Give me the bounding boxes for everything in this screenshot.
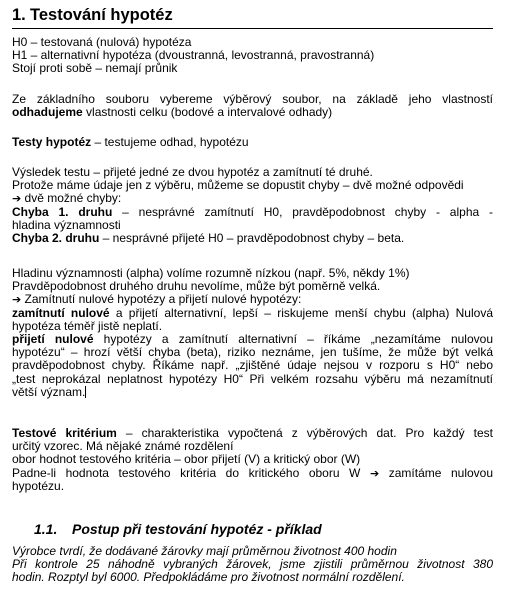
example-line-1: Výrobce tvrdí, že dodávané žárovky mají průměrnou životnost 400 hodin <box>12 544 397 558</box>
hypothesis-definitions <box>12 36 493 76</box>
definition-h1: H1 – alternativní hypotéza (dvoustranná, levostranná, pravostranná) <box>12 48 375 63</box>
section-title: Testování hypotéz <box>30 6 173 24</box>
result-paragraph: Výsledek testu – přijeté jedné ze dvou hypotéz a zamítnutí té druhé. Protože máme údaje jen z výběru, můžeme se dopustit chyby – dvě možné odpovědi ➔ dvě možné chyby: Chyba 1. druhu – nesprávné zamítnutí H0, pravděpodobnost chyby - alpha - hladina významnosti Chyba 2. druhu – nesprávné přijeté H0 – pravděpodobnost chyby – beta. <box>12 165 493 246</box>
error-type-1-cont: hladina významnosti <box>12 217 121 232</box>
sample-paragraph <box>12 93 493 119</box>
example-line-2: Při kontrole 25 náhodně vybraných žárovek, jsme zjistili průměrnou životnost 380 <box>12 557 493 572</box>
sample-line-2: odhadujeme vlastnosti celku (bodové a intervalové odhady) <box>12 105 333 120</box>
section-number: 1. <box>12 6 26 24</box>
sample-line-1: Ze základního souboru vybereme výběrový soubor, na základě jeho vlastností <box>12 92 493 106</box>
criterion-line-2: určitý vzorec. Má nějaké známé rozdělení <box>12 439 234 454</box>
criterion-line-1: Testové kritérium – charakteristika vypočtená z výběrových dat. Pro každý test <box>12 426 493 440</box>
arrow-icon: ➔ <box>12 192 22 206</box>
criterion-line-4: Padne-li hodnota testového kritéria do kritického oboru W ➔ zamítáme nulovou <box>12 465 494 480</box>
accept-null-line-5: větší význam. <box>12 384 86 399</box>
section-heading <box>12 5 493 29</box>
text-cursor <box>85 386 86 398</box>
accept-null-line-2: hypotézu“ – hrozí větší chyba (beta), riziko neznáme, jen tušíme, že může být velká <box>12 345 493 360</box>
accept-null-line-1: přijetí nulové hypotézy a zamítnutí alternativní – říkáme „nezamítáme nulovou <box>12 332 493 347</box>
arrow-icon: ➔ <box>369 466 380 480</box>
accept-null-line-3: pravděpodobnost chyby. Říkáme např. „zjištěné údaje nejsou v rozporu s H0“ nebo <box>12 358 493 373</box>
error-type-1: Chyba 1. druhu – nesprávné zamítnutí H0, pravděpodobnost chyby - alpha - <box>12 204 493 219</box>
subsection-title: Postup při testování hypotéz - příklad <box>72 521 322 537</box>
example-paragraph <box>12 545 493 585</box>
definition-h0: H0 – testovaná (nulová) hypotéza <box>12 35 192 49</box>
criterion-line-3: obor hodnot testového kritéria – obor přijetí (V) a kritický obor (W) <box>12 452 361 467</box>
accept-null-line-4: „test neprokázal neplatnost hypotézy H0“ Při velkém rozsahu výběru má nezamítnutí <box>12 371 493 386</box>
alpha-paragraph: Hladinu významnosti (alpha) volíme rozumně nízkou (např. 5%, někdy 1%) Pravděpodobnost druhého druhu nevolíme, může být poměrně velká. ➔ Zamítnutí nulové hypotézy a přijetí nulové hypotézy: zamítnutí nulové a přijetí alternativní, lepší – riskujeme menší chybu (alpha) Nulová hypotéza téměř jistě neplatí. přijetí nulové hypotézy a zamítnutí alternativní – říkáme „nezamítáme nulovou hypotézu“ – hrozí větší chyba (beta), riziko neznáme, jen tušíme, že může být velká pravděpodobnost chyby. Říkáme např. „zjištěné údaje nejsou v rozporu s H0“ nebo „test neprokázal neplatnost hypotézy H0“ Při velkém rozsahu výběru má nezamítnutí větší význam. <box>12 266 493 399</box>
reject-null-line-2: hypotéza téměř jistě neplatí. <box>12 318 163 333</box>
example-line-3: hodin. Rozptyl byl 6000. Předpokládáme pro životnost normální rozdělení. <box>12 570 405 585</box>
subsection-number: 1.1. <box>34 521 58 537</box>
reject-null-line-1: zamítnutí nulové a přijetí alternativní, lepší – riskujeme menší chybu (alpha) Nulová <box>12 305 493 320</box>
criterion-line-5: hypotézu. <box>12 478 65 493</box>
arrow-icon: ➔ <box>12 293 22 307</box>
sample-bold: odhadujeme <box>12 105 83 120</box>
alpha-line-2: Pravděpodobnost druhého druhu nevolíme, může být poměrně velká. <box>12 279 381 294</box>
alpha-line-1: Hladinu významnosti (alpha) volíme rozumně nízkou (např. 5%, někdy 1%) <box>12 266 410 280</box>
tests-paragraph: Testy hypotéz – testujeme odhad, hypotézu <box>12 135 249 149</box>
subsection-heading <box>34 521 322 538</box>
criterion-paragraph <box>12 427 493 493</box>
tests-bold: Testy hypotéz <box>12 135 92 149</box>
result-line-1: Výsledek testu – přijeté jedné ze dvou hypotéz a zamítnutí té druhé. <box>12 165 373 179</box>
definition-relation: Stojí proti sobě – nemají průnik <box>12 61 178 76</box>
result-line-2: Protože máme údaje jen z výběru, můžeme se dopustit chyby – dvě možné odpovědi <box>12 178 464 193</box>
error-type-2: Chyba 2. druhu – nesprávné přijeté H0 – pravděpodobnost chyby – beta. <box>12 231 405 246</box>
